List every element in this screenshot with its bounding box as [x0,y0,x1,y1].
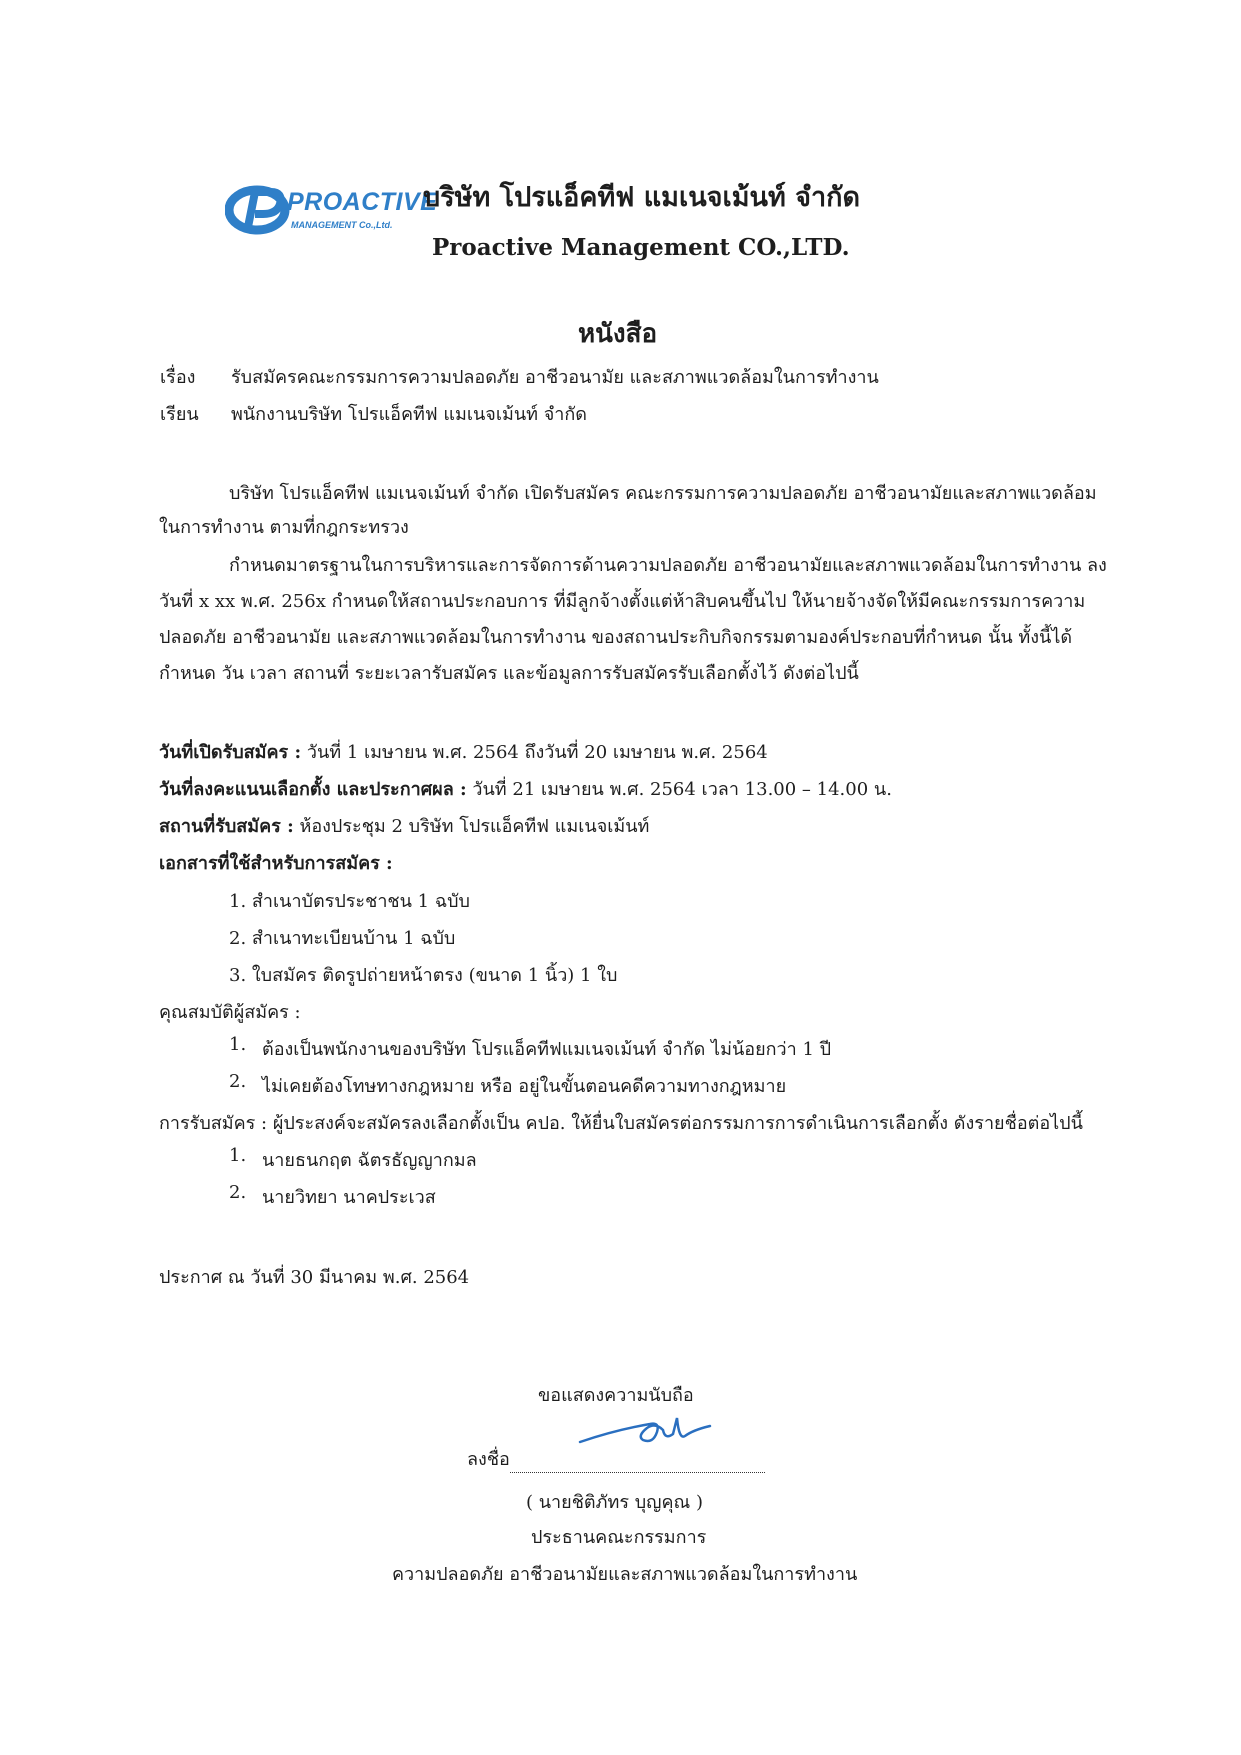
recipient-label: เรียน [160,404,199,425]
paragraph-1-line-1: บริษัท โปรแอ็คทีฟ แมเนจเม้นท์ จำกัด เปิดรับสมัคร คณะกรรมการความปลอดภัย อาชีวอนามัยและสภาพแวดล้อม [229,483,1097,504]
document-item: 2. สำเนาทะเบียนบ้าน 1 ฉบับ [229,928,456,949]
sign-label: ลงชื่อ [467,1449,510,1470]
document-item: 1. สำเนาบัตรประชาชน 1 ฉบับ [229,891,470,912]
signer-position: ประธานคณะกรรมการ [531,1527,707,1548]
place-value: ห้องประชุม 2 บริษัท โปรแอ็คทีฟ แมเนจเม้นท์ [299,816,650,837]
application-instruction: การรับสมัคร : ผู้ประสงค์จะสมัครลงเลือกตั้งเป็น คปอ. ให้ยื่นใบสมัครต่อกรรมการการดำเนินการเลือกตั้ง ดังรายชื่อต่อไปนี้ [159,1113,1083,1134]
open-date-label: วันที่เปิดรับสมัคร : [159,742,302,763]
recipient-text: พนักงานบริษัท โปรแอ็คทีฟ แมเนจเม้นท์ จำกัด [231,404,587,425]
signer-name: ( นายชิติภัทร บุญคุณ ) [526,1492,703,1513]
committee-number: 1. [229,1145,247,1166]
vote-date-label: วันที่ลงคะแนนเลือกตั้ง และประกาศผล : [159,779,467,800]
subject-text: รับสมัครคณะกรรมการความปลอดภัย อาชีวอนามัย และสภาพแวดล้อมในการทำงาน [231,367,879,388]
proactive-logo-icon [225,180,295,240]
signature-dotted-line [510,1456,765,1473]
paragraph-2-line-3: ปลอดภัย อาชีวอนามัย และสภาพแวดล้อมในการทำงาน ของสถานประกิบกิจกรรมตามองค์ประกอบที่กำหนด นั้น ทั้งนี้ได้ [159,627,1073,648]
qualification-item: ต้องเป็นพนักงานของบริษัท โปรแอ็คทีฟแมเนจเม้นท์ จำกัด ไม่น้อยกว่า 1 ปี [262,1039,832,1060]
qualification-item: ไม่เคยต้องโทษทางกฎหมาย หรือ อยู่ในขั้นตอนคดีความทางกฎหมาย [262,1076,787,1097]
announcement-date: ประกาศ ณ วันที่ 30 มีนาคม พ.ศ. 2564 [159,1267,470,1288]
document-item: 3. ใบสมัคร ติดรูปถ่ายหน้าตรง (ขนาด 1 นิ้ว) 1 ใบ [229,965,618,986]
company-name-thai: บริษัท โปรแอ็คทีฟ แมเนจเม้นท์ จำกัด [423,182,861,213]
logo-sub-text: MANAGEMENT Co.,Ltd. [291,220,393,230]
committee-member: นายธนกฤต ฉัตรธัญญากมล [262,1150,477,1171]
documents-label: เอกสารที่ใช้สำหรับการสมัคร : [159,853,393,874]
company-logo [225,180,438,250]
committee-member: นายวิทยา นาคประเวส [262,1187,436,1208]
paragraph-2-line-2: วันที่ x xx พ.ศ. 256x กำหนดให้สถานประกอบการ ที่มีลูกจ้างตั้งแต่ห้าสิบคนขึ้นไป ให้นายจ้างจัดให้มีคณะกรรมการความ [159,591,1086,612]
company-name-english: Proactive Management CO.,LTD. [432,234,850,261]
vote-date-row [159,774,892,803]
committee-number: 2. [229,1182,247,1203]
regards-text: ขอแสดงความนับถือ [538,1385,694,1406]
paragraph-2-line-4: กำหนด วัน เวลา สถานที่ ระยะเวลารับสมัคร และข้อมูลการรับสมัครรับเลือกตั้งไว้ ดังต่อไปนี้ [159,663,859,684]
qualification-number: 1. [229,1034,247,1055]
qualifications-label: คุณสมบัติผู้สมัคร : [159,1002,301,1023]
place-row [159,811,649,840]
place-label: สถานที่รับสมัคร : [159,816,294,837]
paragraph-2-line-1: กำหนดมาตรฐานในการบริหารและการจัดการด้านความปลอดภัย อาชีวอนามัยและสภาพแวดล้อมในการทำงาน ลง [229,555,1107,576]
paragraph-1-line-2: ในการทำงาน ตามที่กฎกระทรวง [159,517,409,538]
signature-line [467,1444,765,1473]
open-date-row [159,737,768,766]
subject-label: เรื่อง [160,367,196,388]
document-title: หนังสือ [578,319,658,349]
open-date-value: วันที่ 1 เมษายน พ.ศ. 2564 ถึงวันที่ 20 เมษายน พ.ศ. 2564 [306,742,768,763]
qualification-number: 2. [229,1071,247,1092]
logo-main-text: PROACTIVE [287,188,438,216]
committee-full-name: ความปลอดภัย อาชีวอนามัยและสภาพแวดล้อมในการทำงาน [392,1564,858,1585]
vote-date-value: วันที่ 21 เมษายน พ.ศ. 2564 เวลา 13.00 – 14.00 น. [472,779,892,800]
